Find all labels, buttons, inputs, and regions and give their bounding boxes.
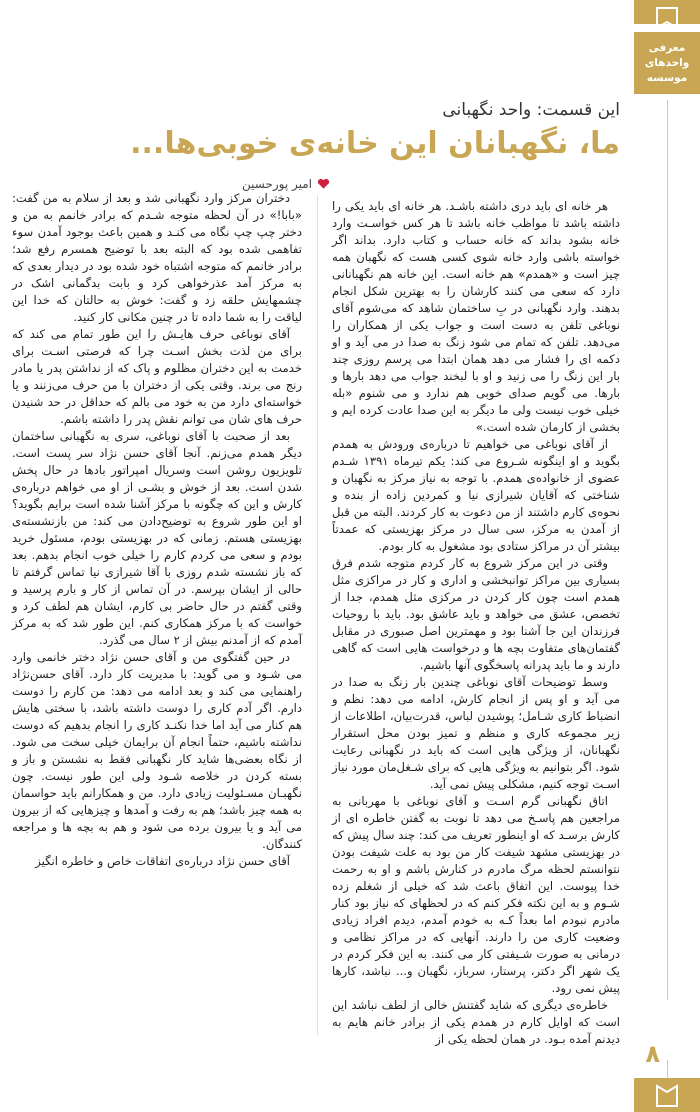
paragraph: در حین گفتگوی من و آقای حسن نژاد دختر خانمی وارد می شـود و می گوید: با مدیریت کار دارد. آقای حسن‌نژاد راهنمایی می کند و بعد ادامه می دهد: من کارم را دوست دارم. اگر آدم کاری را دوست داشته باشد، با سختی هایش هم کنار می آید اما خدا نکنـد کاری را انجام بدهیم که دوست نداشته باشیم، حتماً انجام آن برایمان خیلی سخت می شود. از نگاه بعضی‌ها شاید کار نگهبانی فقط به نشستن و باز و بسته کردن در خلاصه شـود ولی این طور نیست. چون نگهبـان مسـئولیت زیادی دارد. من و همکارانم باید حواسمان به همه چیز باشد؛ هم به رفت و آمدها و چیزهایی که از بیرون می آید و یا بیرون برده می شود و هم به بچه ها و مراجعه کنندگان. [12,650,302,851]
bookmark-icon-bottom [654,1082,680,1108]
section-subheading: این قسمت: واحد نگهبانی [442,100,620,120]
paragraph: اتاق نگهبانی گرم اسـت و آقای نوباغی با مهربانی به مراجعین هم پاسـخ می دهد تا نوبت به گفتن خاطره ای از کارش برسـد که او اینطور تعریف می کند: چند سال پیش که در بهزیستی مشهد شیفت کار من بود به علت شیفت بودن نتوانستم لحظه مرگ مادرم در کنارش باشم و او به رحمت خدا پیوست. این اتفاق باعث شد که خیلی از شغلم زده شـوم و به این نکته فکر کنم که در لحظهای که نیاز بود کنار مادرم نبودم اما بعداً کـه به خودم آمدم، دیدم افراد زیادی وضعیت کاری من را دارند. آنهایی که در مراکز نظامی و درمانی به صورت شـیفتی کار می کنند. به این فکر کردم در یک شهر اگر دکتر، پرستار، سرباز، نگهبان و... نباشد، کارها پیش نمی رود. [332,794,620,995]
paragraph: بعد از صحبت با آقای نوباغی، سری به نگهبانی ساختمان دیگر همدم می‌زنم. آنجا آقای حسن نژاد سر پست است. تلویزیون روشن است وسریال امپراتور بادها در حال پخش شدن است. بعد از خوش و بشـی از او می خواهم درباره‌ی کارش و این که چگونه با مرکز آشنا شده است برایم بگوید؟ او این طور شروع به توضیح‌دادن می کند: من بازنشسته‌ی بهزیستی هستم. زمانی که در بهزیستی بودم، مسئول خرید بودم و سعی می کردم کارم را خیلی خوب انجام بدهم. بعد که باز نشسته شدم روزی با آقا شیرازی نیا تماس گرفتم تا حالی از ایشان بپرسم. در آن تماس از کار و بارم پرسید و وقتی گفتم در حال حاضر بی کارم، ایشان هم لطف کرد و خواست که با مرکز همکاری کنم. این طور شد که به مرکز آمدم که از آمدنم بیش از ۲ سال می گذرد. [12,429,302,647]
article-column-left [12,190,302,870]
bookmark-icon [654,6,680,32]
paragraph: هر خانه ای باید دری داشته باشـد. هر خانه ای باید یکی را داشته باشد تا مواظب خانه باشد تا هر کس خواسـت وارد خانه بشود بداند که خانه حساب و کتاب دارد. بداند اگر خواسته باشی وارد خانه شوی کسی هست که نگهبان همه چیز است و «همدم» هم خانه است. این خانه هم نگهبانانی دارد که سعی می کنند کارشان را به بهترین شکل انجام بدهند. وارد نگهبانی در بِ ساختمان شاهد که می‌شوم آقای نوباغی تلفن به دست است و جواب یکی از همکاران را می‌دهد. تلفن که تمام می شود زنگ به صدا در می آید و او دکمه ای را فشار می دهد همان ابتدا می پرسم روزی چند بار این زنگ را می زنید و او با لبخند جواب می دهد بارها و بارها. می گویم صدای خوبی هم ندارد و می شنوم «بله خیلی خوب نیست ولی ما دیگر به این صدا عادت کرده ایم و بخشی از کارمان شده است.» [332,199,620,434]
page-number: ۸ [645,1040,660,1068]
heart-icon [317,178,330,190]
rail-divider-line [667,100,668,1000]
paragraph: خاطره‌ی دیگری که شاید گفتنش خالی از لطف نباشد این است که اوایل کارم در همدم یکی از برادر خانم هایم به دیدنم آمده بـود. در همان لحظه یکی از [332,998,620,1046]
author-byline [242,177,330,191]
column-divider [317,195,318,1035]
paragraph: آقای نوباغی حرف هایـش را این طور تمام می کند که برای من لذت بخش اسـت چرا که فرصتی اسـت برای خدمت به این دختران مظلوم و پاک که از نداشتن پدر یا مادر رنج می برند. وقتی یکی از دختران با من حرف می‌زنند و یا خواسته‌ای دارد من به خود می بالم که حداقل در حد شنیدن حرف های شان می توانم نقش پدر را داشته باشم. [12,327,302,426]
paragraph: از آقای نوباغی می خواهیم تا درباره‌ی ورودش به همدم بگوید و او اینگونه شـروع می کند: یکم تیرماه ۱۳۹۱ شـدم عضوی از خانواده‌ی همدم. با توجه به نیاز مرکز به نگهبان و شناختی که آقایان شیرازی نیا و کمردین زاده از بنده و نحوه‌ی کارم داشتند از من دعوت به کار کردند. البته من قبل از آمدن به مرکز، سی سال در مرکز بهزیستی که عمدتاً بیشتر آن در مراکز ستادی بود مشغول به کار بودم. [332,437,621,553]
side-rail [634,0,700,1112]
article-column-right [332,198,620,1048]
author-name: امیر پورحسین [241,177,312,191]
section-label: معرفی واحدهای موسسه [644,41,690,84]
paragraph: دختران مرکز وارد نگهبانی شد و بعد از سلام به من گفت: «بابا!» در آن لحظه متوجه شـدم که برادر خانمم به من و دختر چپ چپ نگاه می کنـد و همین باعث بوجود آمدن سوء تفاهمی شده بود که البته بعد با توضیح همسرم رفع شد؛ برادر خانمم که متوجه اشتباه خود شده بود در دیدار بعدی که به مرکز آمد عذرخواهی کرد و بابت بدگمانی اشک در چشمهایش حلقه زد و گفت: خوش به حالتان که خدا این لیاقت را به شما داده تا در چنین مکانی کار کنید. [12,191,302,324]
article-title: ما، نگهبانان این خانه‌ی خوبی‌ها... [130,126,620,161]
section-label-box [634,32,700,94]
paragraph: وسط توضیحات آقای نوباغی چندین بار زنگ به صدا در می آید و او پس از انجام کارش، ادامه می دهد: نظم و انضباط کاری شـامل؛ پوشیدن لباس، قدرت‌بیان، اطلاعات از زیر مجموعه کاری و منظم و تمیز بودن محل استقرار نگهبانان، از ویژگی هایی است که باید در نگهبانی رعایت شود. اگر بتوانیم به ویژگی هایی که برای شـغل‌مان مورد نیاز اسـت توجه کنیم، مشکلی پیش نمی آید. [332,675,620,791]
paragraph: آقای حسن نژاد درباره‌ی اتفاقات خاص و خاطره انگیز [35,854,290,868]
paragraph: وقتی در این مرکز شروع به کار کردم متوجه شدم فرق بسیاری بین مراکز توانبخشی و اداری و کار در مراکزی مثل همدم است چون کار کردن در مرکزی مثل همدم، جدا از تخصص، عشق می خواهد و باید عاشق بود. باید با روحیات فرزندان این جا آشنا بود و مهمترین اصل صبوری در مقابل گفتمان‌های متفاوت بچه ها و درخواست هایی است که گاهی دارند و ما باید پدرانه پاسخگوی آنها باشیم. [332,556,620,672]
